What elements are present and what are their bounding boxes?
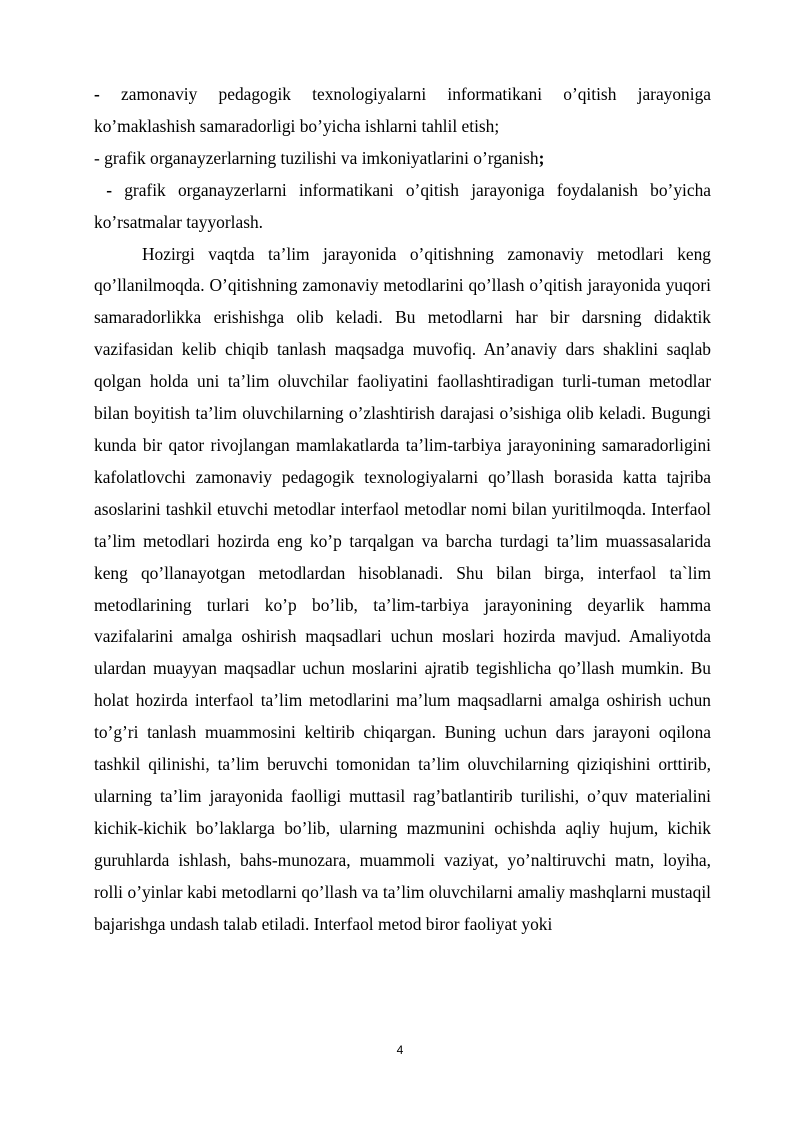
page-number: 4 (396, 1043, 404, 1057)
document-body (94, 79, 711, 940)
bullet-item-1 (94, 79, 711, 143)
body-paragraph: Hozirgi vaqtda ta’lim jarayonida o’qitishning zamonaviy metodlari keng qo’llanilmoqda. O’qitishning zamonaviy metodlarini qo’llash o’qitish jarayonida yuqori samaradorlikka erishishga olib keladi. Bu metodlarni har bir darsning didaktik vazifasidan kelib chiqib tanlash maqsadga muvofiq. An’anaviy dars shaklini saqlab qolgan holda uni ta’lim oluvchilar faoliyatini faollashtiradigan turli-tuman metodlar bilan boyitish ta’lim oluvchilarning o’zlashtirish darajasi o’sishiga olib keladi. Bugungi kunda bir qator rivojlangan mamlakatlarda ta’lim-tarbiya jarayonining samaradorligini kafolatlovchi zamonaviy pedagogik texnologiyalarni qo’llash borasida katta tajriba asoslarini tashkil etuvchi metodlar interfaol metodlar nomi bilan yuritilmoqda. Interfaol ta’lim metodlari hozirda eng ko’p tarqalgan va barcha turdagi ta’lim muassasalarida keng qo’llanayotgan metodlardan hisoblanadi. Shu bilan birga, interfaol ta`lim metodlarining turlari ko’p bo’lib, ta’lim-tarbiya jarayonining deyarlik hamma vazifalarini amalga oshirish maqsadlari uchun moslari hozirda mavjud. Amaliyotda ulardan muayyan maqsadlar uchun moslarini ajratib tegishlicha qo’llash mumkin. Bu holat hozirda interfaol ta’lim metodlarini ma’lum maqsadlarni amalga oshirish uchun to’g’ri tanlash muammosini keltirib chiqargan. Buning uchun dars jarayoni oqilona tashkil qilinishi, ta’lim beruvchi tomonidan ta’lim oluvchilarning qiziqishini orttirib, ularning ta’lim jarayonida faolligi muttasil rag’batlantirib turilishi, o’quv materialini kichik-kichik bo’laklarga bo’lib, ularning mazmunini ochishda aqliy hujum, kichik guruhlarda ishlash, bahs-munozara, muammoli vaziyat, yo’naltiruvchi matn, loyiha, rolli o’yinlar kabi metodlarni qo’llash va ta’lim oluvchilarni amaliy mashqlarni mustaqil bajarishga undash talab etiladi. Interfaol metod biror faoliyat yoki (94, 243, 711, 934)
bullet-item-2 (94, 143, 711, 175)
bullet-dash: - (94, 179, 113, 200)
bullet-dash: - (94, 84, 100, 104)
bullet-text: grafik organayzerlarning tuzilishi va imkoniyatlarini o’rganish (99, 147, 539, 168)
bullet-item-3 (94, 175, 711, 239)
bullet-text: zamonaviy pedagogik texnologiyalarni informatikani o’qitish jarayoniga ko’maklashish samaradorligi bo’yicha ishlarni tahlil etish; (94, 84, 711, 136)
bullet-dash: - (94, 147, 100, 168)
bullet-text: grafik organayzerlarni informatikani o’qitish jarayoniga foydalanish bo’yicha ko’rsatmalar tayyorlash. (94, 179, 712, 232)
bullet-suffix: ; (538, 147, 545, 168)
